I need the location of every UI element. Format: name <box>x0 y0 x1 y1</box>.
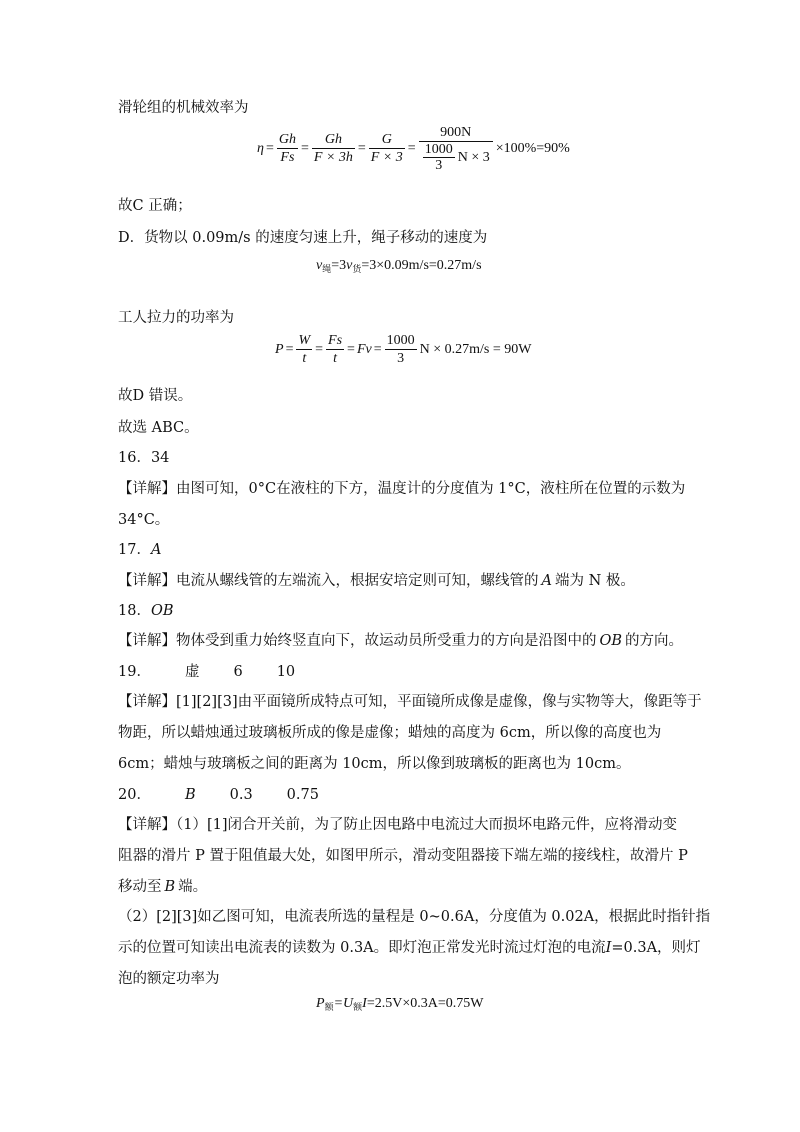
text-line: 34°C。 <box>118 512 170 528</box>
nested-fraction: $\frac{1000}{3}$ <box>424 142 453 173</box>
question-number: 19． 虚 6 10 <box>118 664 296 680</box>
text-line: （2）[2][3]如乙图可知，电流表所选的量程是 0~0.6A，分度值为 0.02A，根据此时指针指 <box>118 909 711 925</box>
explanation-line: 【详解】物体受到重力始终竖直向下，故运动员所受重力的方向是沿图中的 OB 的方向。 <box>118 633 684 649</box>
question-number: 18．OB <box>118 603 174 619</box>
explanation-line: 【详解】由图可知，0°C在液柱的下方，温度计的分度值为 1°C，液柱所在位置的示数为 <box>118 481 686 497</box>
fraction: $\frac{Gh}{Fs}$ <box>278 132 296 165</box>
text-line: 滑轮组的机械效率为 <box>118 100 249 116</box>
fraction: $\frac{W}{t}$ <box>298 333 311 366</box>
text-line: 工人拉力的功率为 <box>118 310 234 326</box>
question-number: 20． B 0.3 0.75 <box>118 787 319 803</box>
rated-power-equation: $P_额=U_额I=2.5V\times 0.3A=0.75W$ <box>316 996 484 1012</box>
explanation-line: 【详解】电流从螺线管的左端流入，根据安培定则可知，螺线管的 A 端为 N 极。 <box>118 573 635 589</box>
eta-symbol: η <box>257 140 264 156</box>
speed-equation: $v_绳=3v_货=3\times 0.09m/s=0.27m/s$ <box>316 258 482 274</box>
text-line: 故选 ABC。 <box>118 420 199 436</box>
fraction: $\frac{Gh}{F \times 3h}$ <box>313 132 353 165</box>
text-line: 泡的额定功率为 <box>118 971 220 987</box>
explanation-line: 【详解】[1][2][3]由平面镜所成特点可知，平面镜所成像是虚像，像与实物等大，像距等于 <box>118 694 702 710</box>
fraction: $\frac{1000}{3}$ <box>386 333 415 366</box>
efficiency-equation: η = $\frac{Gh}{Fs}$ = $\frac{Gh}{F \times 3h}$ = $\frac{G}{F \times 3}$ = 900N $\frac{1000}{3}$ N × 3 ×100%=90% <box>257 125 570 173</box>
text-line: 6cm；蜡烛与玻璃板之间的距离为 10cm，所以像到玻璃板的距离也为 10cm。 <box>118 756 631 772</box>
fraction: $\frac{G}{F \times 3}$ <box>370 132 403 165</box>
question-number: 16．34 <box>118 450 170 466</box>
text-line: 物距，所以蜡烛通过玻璃板所成的像是虚像；蜡烛的高度为 6cm，所以像的高度也为 <box>118 725 662 741</box>
text-line: 故D 错误。 <box>118 388 193 404</box>
text-line: 阻器的滑片 P 置于阻值最大处，如图甲所示，滑动变阻器接下端左端的接线柱，故滑片 P <box>118 848 688 864</box>
fraction: 900N $\frac{1000}{3}$ N × 3 <box>419 124 493 173</box>
text-line: 移动至 B 端。 <box>118 879 208 895</box>
text-line: 故C 正确； <box>118 198 192 214</box>
text-line: D．货物以 0.09m/s 的速度匀速上升，绳子移动的速度为 <box>118 230 488 246</box>
explanation-line: 【详解】（1）[1]闭合开关前，为了防止因电路中电流过大而损坏电路元件，应将滑动变 <box>118 817 678 833</box>
power-equation: P = $\frac{W}{t}$ = $\frac{Fs}{t}$ = Fv = $\frac{1000}{3}$ N × 0.27m/s = 90W <box>275 333 532 366</box>
text-line: 示的位置可知读出电流表的读数为 0.3A。即灯泡正常发光时流过灯泡的电流I=0.3A，则灯 <box>118 940 701 956</box>
question-number: 17．A <box>118 542 162 558</box>
fraction: $\frac{Fs}{t}$ <box>328 333 343 366</box>
